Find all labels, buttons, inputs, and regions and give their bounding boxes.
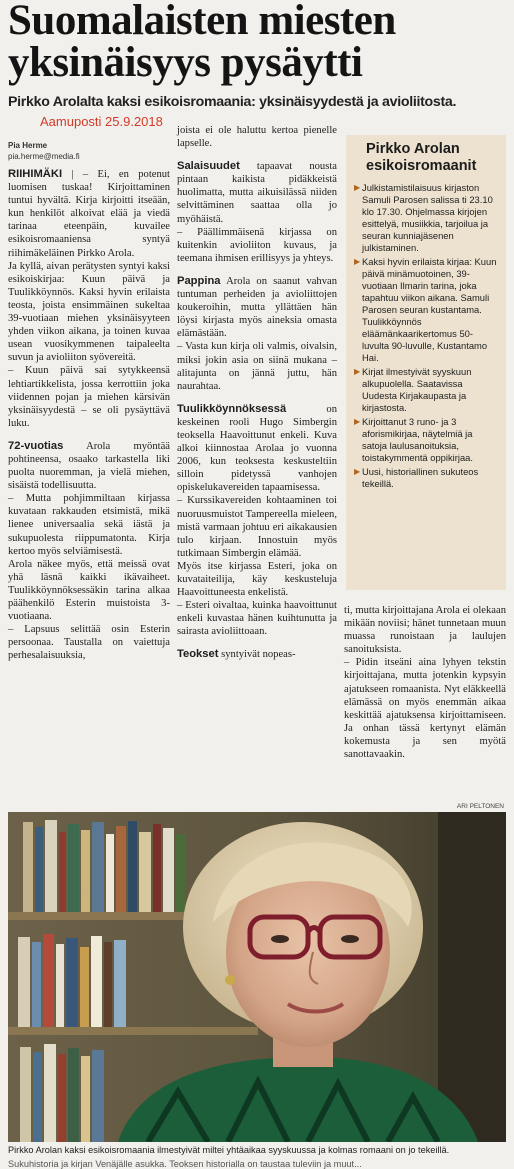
paragraph: joista ei ole haluttu kertoa pienelle lapselle. — [177, 125, 337, 150]
paragraph: – Kuun päivä sai sytykkeensä lehtiartikkelista, jossa kerrottiin joka viidennen pojan ja miehen kärsivän yksinäisyydestä – se oli pysäyttävä luku. — [8, 365, 170, 429]
paragraph: – Vasta kun kirja oli valmis, oivalsin, miksi jokin asia on siinä mukana – alitajunta on jännä juttu, hän naurahtaa. — [177, 341, 337, 392]
article-column-3 — [344, 604, 506, 761]
paragraph: – Päällimmäisenä kirjassa on kuitenkin avioliiton kuvaus, ja teemana ihmisen erillisyys ja yhteys. — [177, 226, 337, 264]
paragraph: Teokset syntyivät nopeas- — [177, 648, 296, 661]
fact-item: ▶ Julkistamistilaisuus kirjaston Samuli Parosen salissa ti 23.10 klo 17.30. Ohjelmassa kirjojen esittelyä, musiikkia, tarjoilua ja seuran kunniajäsenen julkistaminen. — [354, 182, 493, 253]
headline-line-2: yksinäisyys pysäytti — [8, 39, 363, 86]
subhead-lead: Salaisuudet — [177, 160, 240, 173]
photo-caption: Pirkko Arolan kaksi esikoisromaania ilmestyivät miltei yhtäaikaa syyskuussa ja kolmas romaani on jo tekeillä. — [8, 1145, 450, 1155]
paragraph: Myös itse kirjassa Esteri, joka on kuvataiteilija, käy keskusteluja Haavoittuneesta enkelistä. — [177, 560, 337, 599]
byline — [8, 140, 80, 162]
headline-line-1: Suomalaisten miesten — [8, 0, 396, 44]
subhead-lead: Pappina — [177, 274, 221, 287]
author-name: Pia Herme — [8, 141, 48, 150]
paragraph: Pappina Arola on saanut vahvan tuntuman perheiden ja avioliittojen koukeroihin, mutta yllättäen hän löysi kirjasta myös aineksia omasta elämästään. — [177, 274, 337, 340]
dateline: RIIHIMÄKI — [8, 168, 63, 180]
paragraph: – Esteri oivaltaa, kuinka haavoittunut enkeli kuvastaa hänen kuihtunutta ja sairasta avioliittoaan. — [177, 600, 337, 638]
fact-list — [354, 182, 498, 490]
bullet-icon: ▶ — [354, 417, 361, 426]
fact-box-title: Pirkko Arolan esikoisromaanit — [366, 141, 477, 174]
paragraph: ti, mutta kirjoittajana Arola ei olekaan mikään noviisi; hänet tunnetaan muun muassa runoistaan ja laulujen sanoituksista. — [344, 605, 506, 656]
bullet-icon: ▶ — [354, 367, 361, 376]
paragraph: – Mutta pohjimmiltaan kirjassa kuvataan rakkauden etsimistä, mikä lienee universaalia sekä iästä ja sukupuolesta riippumatonta. Kirja kertoo myös selviämisestä. — [8, 493, 170, 557]
paragraph: – Pidin itseäni aina lyhyen tekstin kirjoittajana, mutta jotenkin kypsyin ajatukseen romaanista. Nyt eläkkeellä elämässä on myös enemmän aikaa keskittää ajatuksensa kirjoittamiseen. Ja onhan tässä kertynyt elämän kokemusta ja sen myötä sanottavaakin. — [344, 657, 506, 761]
author-email: pia.herme@media.fi — [8, 152, 80, 161]
paragraph: Arola näkee myös, että meissä ovat yhä läsnä kaikki ikävaiheet. Tuulikköynnöksessäkin tarina alkaa päähenkilö Esterin muistoista 3-vuotiaana. — [8, 558, 170, 623]
paragraph: Salaisuudet tapaavat nousta pintaan kaikista pidäkkeistä huolimatta, mutta aikuisilässä niiden selvittäminen saattaa olla jo myöhäistä. — [177, 160, 337, 225]
subhead-lead: Tuulikköynnöksessä — [177, 402, 287, 415]
bullet-icon: ▶ — [354, 467, 361, 476]
fact-item: ▶ Kaksi hyvin erilaista kirjaa: Kuun päivä minämuotoinen, 39-vuotiaan Ilmarin tarina, joka tapahtuu viikon aikana. Samuli Parosen seuran kustantama. Tuulikköynnös eläämänkaarikertomus 50-luvulta 90-luvulle, Kustantamo Hai. — [354, 256, 497, 363]
portrait-photo — [8, 812, 506, 1142]
fact-item: ▶ Kirjat ilmestyivät syyskuun alkupuolella. Saatavissa Uudesta Kirjakaupasta ja kirjastosta. — [354, 366, 472, 413]
paragraph: RIIHIMÄKI | – Ei, en potenut luomisen tuskaa! Kirjoittaminen tuntui hyvältä. Kirja kirjoitti itseään, kun henkilöt alkoivat elää ja viedä tarinaa eteenpäin, kuvailee esikoisromaaniensa syntyä riihimäkeläinen Pirkko Arola. — [8, 168, 170, 259]
paragraph: – Kurssikavereiden kohtaaminen toi nuoruusmuistot Tampereella mieleen, mistä varmaan johtuu eri aikakausien tulo kirjaan. Innostuin myös tutkimaan Simbergin elämää. — [177, 495, 337, 559]
paragraph: Ja kyllä, aivan perätysten syntyi kaksi esikoiskirjaa: Kuun päivä ja Tuulikköynnös. Kaksi hyvin erilaista teosta, joista ensimmäinen sukeltaa 39-vuotiaan miehen yksinäisyyteen yhden viikon aikana, ja toinen kuvaa usean vuosikymmenen taipaleelta suvun ja avioliiton syövereitä. — [8, 260, 170, 364]
bullet-icon: ▶ — [354, 183, 361, 192]
article-column-1 — [8, 168, 170, 662]
portrait-illustration — [8, 812, 506, 1142]
headline — [8, 0, 508, 84]
photo-caption-continued: Sukuhistoria ja kirjan Venäjälle asukka. Teoksen historialla on taustaa tuleviin ja muut... — [8, 1159, 362, 1169]
subhead-lead: Teokset — [177, 648, 219, 661]
paragraph: – Lapsuus selittää osin Esterin persoonaa. Taustalla on vaiettuja perhesalaisuuksia, — [8, 624, 170, 662]
photo-credit: ARI PELTONEN — [456, 803, 504, 810]
subhead-lead: 72-vuotias — [8, 439, 64, 452]
fact-item: ▶ Uusi, historiallinen sukuteos tekeillä. — [354, 466, 479, 489]
bullet-icon: ▶ — [354, 257, 361, 266]
fact-box — [346, 135, 506, 590]
fact-item: ▶ Kirjoittanut 3 runo- ja 3 aforismikirjaa, näytelmiä ja satoja laulusanoituksia, toistakymmentä oppikirjaa. — [354, 416, 473, 463]
article-column-2 — [177, 124, 337, 662]
paragraph: Tuulikköynnöksessä on keskeinen rooli Hugo Simbergin teoksella Haavoittunut enkeli. Kuva alkoi kiinnostaa Arolaa jo vuonna 2006, kun teoksesta keskusteltiin silloin pidetyssä vanhojen opiskelukavereiden tapaamisessa. — [177, 402, 337, 494]
source-stamp: Aamuposti 25.9.2018 — [40, 114, 163, 129]
subheadline: Pirkko Arolalta kaksi esikoisromaania: yksinäisyydestä ja avioliitosta. — [8, 94, 457, 110]
paragraph: 72-vuotias Arola myöntää pohtineensa, osaako tarkastella liki puolta nuoremman, ja vielä miehen, sisäistä todellisuutta. — [8, 439, 170, 492]
